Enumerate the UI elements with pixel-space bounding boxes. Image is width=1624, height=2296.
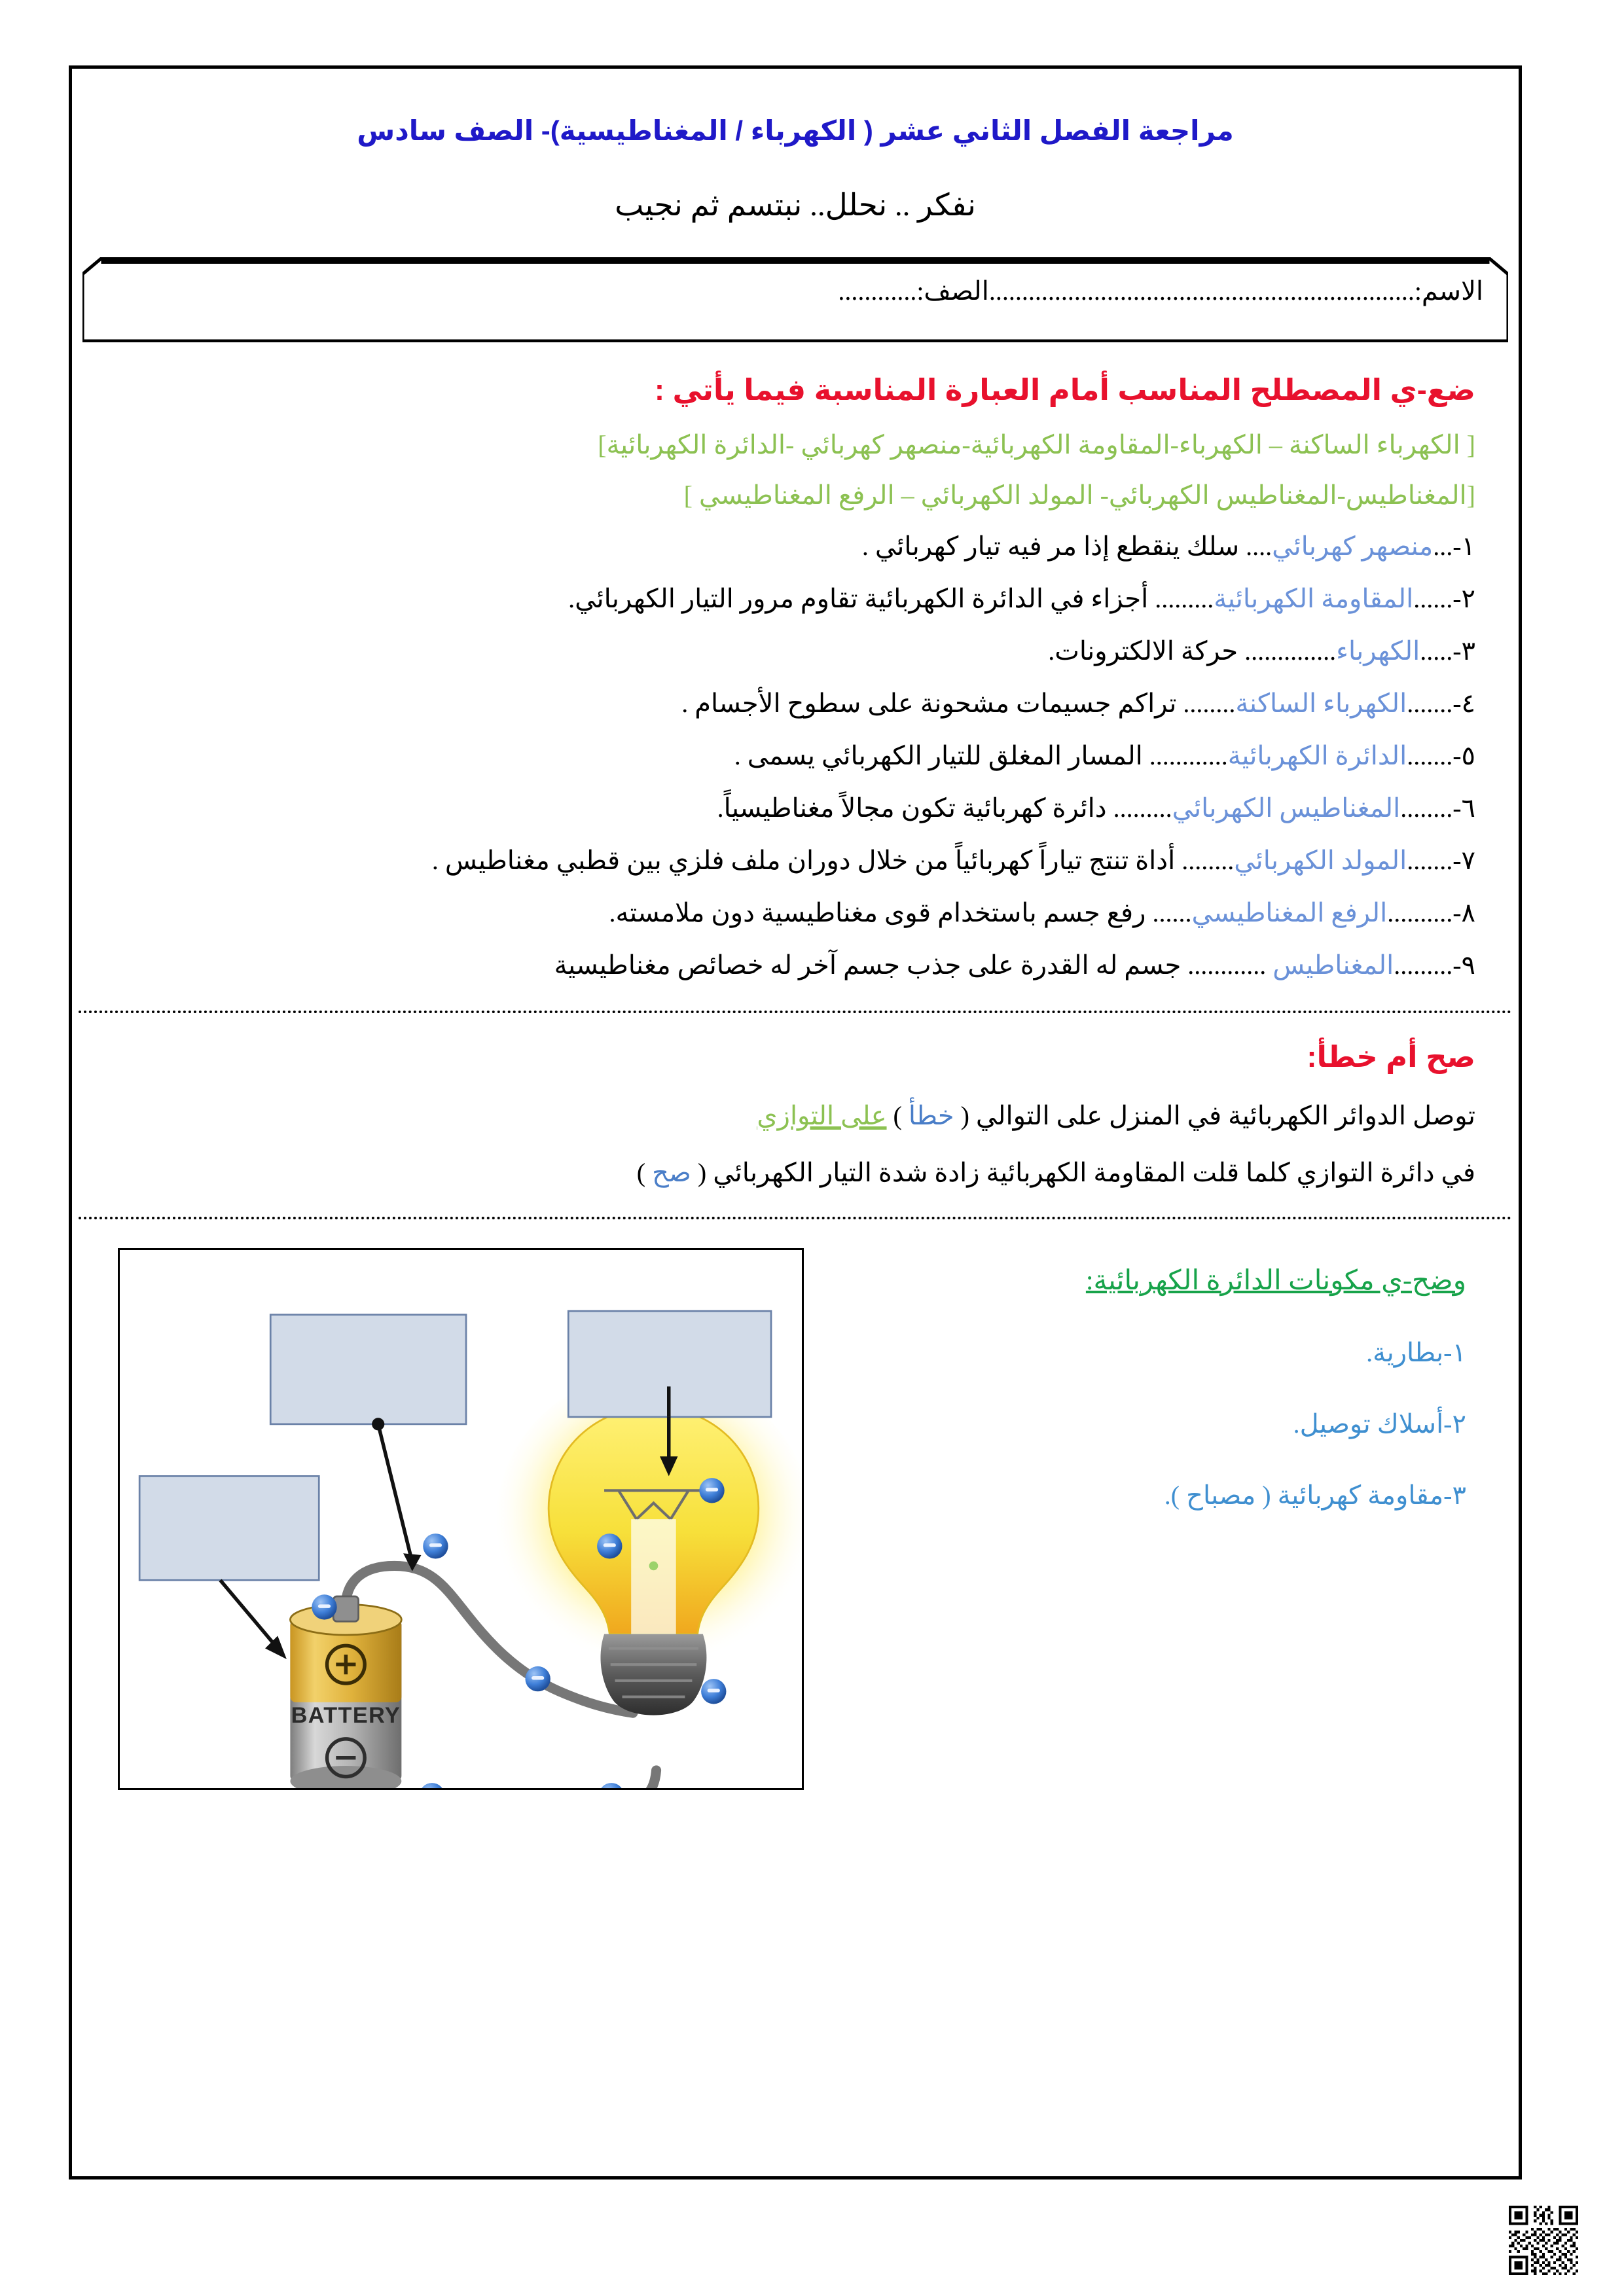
question-text: جسم له القدرة على جذب جسم آخر له خصائص مغناطيسية: [554, 950, 1188, 980]
leading-dots: .....: [1420, 636, 1453, 666]
leading-dots: ...: [1433, 531, 1453, 561]
page-subtitle: نفكر .. نحلل.. نبتسم ثم نجيب: [615, 188, 976, 223]
statement-text: في دائرة التوازي كلما قلت المقاومة الكهربائية زادة شدة التيار الكهربائي (: [697, 1158, 1475, 1187]
leading-dots: .......: [1407, 846, 1453, 875]
leading-dots: .......: [1407, 689, 1453, 718]
word-bank-line-2: [المغناطيس-المغناطيس الكهربائي- المولد الكهربائي – الرفع المغناطيسي ]: [683, 480, 1475, 510]
fill-question-2: [115, 583, 1475, 615]
leading-dots: ......: [1413, 584, 1453, 613]
components-heading: وضح-ي مكونات الدائرة الكهربائية:: [1085, 1266, 1466, 1296]
fill-question-9: [115, 949, 1475, 982]
question-number: ٧-: [1453, 846, 1475, 875]
trailing-dots: .........: [1113, 793, 1172, 823]
question-number: ٩-: [1453, 950, 1475, 980]
answer-blank[interactable]: الرفع المغناطيسي: [1191, 898, 1388, 927]
fill-question-7: [115, 844, 1475, 877]
statement-text: توصل الدوائر الكهربائية في المنزل على التوالي (: [960, 1101, 1475, 1130]
leading-dots: .........: [1394, 950, 1453, 980]
trailing-dots: .........: [1155, 584, 1214, 613]
component-item-2: ٢-أسلاك توصيل.: [1293, 1409, 1466, 1439]
trailing-dots: ......: [1152, 898, 1192, 927]
worksheet-page: [69, 65, 1522, 2179]
battery-terminal: [333, 1596, 358, 1621]
fill-question-8: [115, 897, 1475, 929]
component-item-1: ١-بطارية.: [1366, 1338, 1466, 1367]
electron: [597, 1534, 622, 1558]
trailing-dots: ........: [1182, 846, 1235, 875]
true-false-item-1: [115, 1100, 1475, 1131]
answer-blank[interactable]: الكهرباء: [1336, 636, 1420, 666]
electron: [701, 1679, 726, 1704]
true-false-heading: صح أم خطأ:: [1307, 1040, 1475, 1073]
electron: [312, 1594, 336, 1619]
answer-blank[interactable]: المقاومة الكهربائية: [1214, 584, 1414, 613]
leading-dots: .......: [1407, 741, 1453, 770]
question-text: تراكم جسيمات مشحونة على سطوح الأجسام .: [681, 689, 1183, 718]
page-title: مراجعة الفصل الثاني عشر ( الكهرباء / المغناطيسية)- الصف سادس: [357, 115, 1234, 146]
components-section: [72, 1242, 1519, 1790]
answer-blank[interactable]: الكهرباء الساكنة: [1235, 689, 1407, 718]
question-text: أداة تنتج تياراً كهربائياً من خلال دوران ملف فلزي بين قطبي مغناطيس .: [431, 846, 1182, 875]
trailing-dots: ....: [1246, 531, 1272, 561]
true-false-item-2: [115, 1157, 1475, 1188]
fill-question-4: [115, 687, 1475, 720]
electron: [423, 1534, 448, 1558]
answer-blank[interactable]: الدائرة الكهربائية: [1227, 741, 1407, 770]
fill-question-5: [115, 740, 1475, 772]
trailing-dots: ............: [1187, 950, 1273, 980]
question-text: رفع جسم باستخدام قوى مغناطيسية دون ملامسته.: [609, 898, 1153, 927]
fill-question-6: [115, 792, 1475, 825]
correction-text[interactable]: على التوازي: [757, 1101, 887, 1130]
answer-blank[interactable]: المولد الكهربائي: [1234, 846, 1407, 875]
electron: [699, 1478, 724, 1503]
question-number: ٨-: [1453, 898, 1475, 927]
section-divider-1: [79, 1011, 1512, 1013]
answer-value[interactable]: صح: [652, 1158, 691, 1187]
name-class-field[interactable]: الاسم:.................................................................الصف:............: [838, 276, 1483, 306]
trailing-dots: ........: [1183, 689, 1236, 718]
question-number: ٦-: [1453, 793, 1475, 823]
electron: [525, 1666, 550, 1691]
answer-blank[interactable]: منصهر كهربائي: [1272, 531, 1434, 561]
question-number: ٥-: [1453, 741, 1475, 770]
question-text: المسار المغلق للتيار الكهربائي يسمى .: [734, 741, 1149, 770]
close-paren: ): [636, 1158, 646, 1187]
battery: [290, 1596, 401, 1788]
question-text: أجزاء في الدائرة الكهربائية تقاوم مرور التيار الكهربائي.: [568, 584, 1155, 613]
answer-value[interactable]: خطأ: [908, 1101, 954, 1130]
fill-in-prompt: ضع-ي المصطلح المناسب أمام العبارة المناسبة فيما يأتي :: [655, 373, 1475, 406]
close-paren: ): [893, 1101, 902, 1130]
name-class-banner: [82, 257, 1508, 342]
component-item-3: ٣-مقاومة كهربائية ( مصباح ).: [1164, 1480, 1466, 1510]
word-bank-line-1: [ الكهرباء الساكنة – الكهرباء-المقاومة الكهربائية-منصهر كهربائي -الدائرة الكهربائية]: [598, 430, 1475, 459]
question-text: سلك ينقطع إذا مر فيه تيار كهربائي .: [861, 531, 1246, 561]
components-list-column: [823, 1242, 1492, 1511]
qr-code: [1509, 2206, 1578, 2275]
question-text: حركة الالكترونات.: [1048, 636, 1245, 666]
trailing-dots: ..............: [1244, 636, 1337, 666]
figure-column: [98, 1242, 823, 1790]
question-number: ٤-: [1453, 689, 1475, 718]
fill-question-1: [115, 530, 1475, 563]
section-divider-2: [79, 1217, 1512, 1219]
question-text: دائرة كهربائية تكون مجالاً مغناطيسياً.: [717, 793, 1113, 823]
answer-blank[interactable]: المغناطيس: [1272, 950, 1394, 980]
question-number: ١-: [1453, 531, 1475, 561]
bulb-socket: [601, 1634, 707, 1715]
answer-blank[interactable]: المغناطيس الكهربائي: [1172, 793, 1401, 823]
fill-question-3: [115, 635, 1475, 668]
circuit-figure: [118, 1248, 804, 1790]
trailing-dots: ............: [1149, 741, 1228, 770]
leading-dots: ..........: [1387, 898, 1453, 927]
battery-label: BATTERY: [291, 1703, 401, 1729]
question-number: ٢-: [1453, 584, 1475, 613]
leading-dots: ........: [1400, 793, 1453, 823]
question-number: ٣-: [1453, 636, 1475, 666]
